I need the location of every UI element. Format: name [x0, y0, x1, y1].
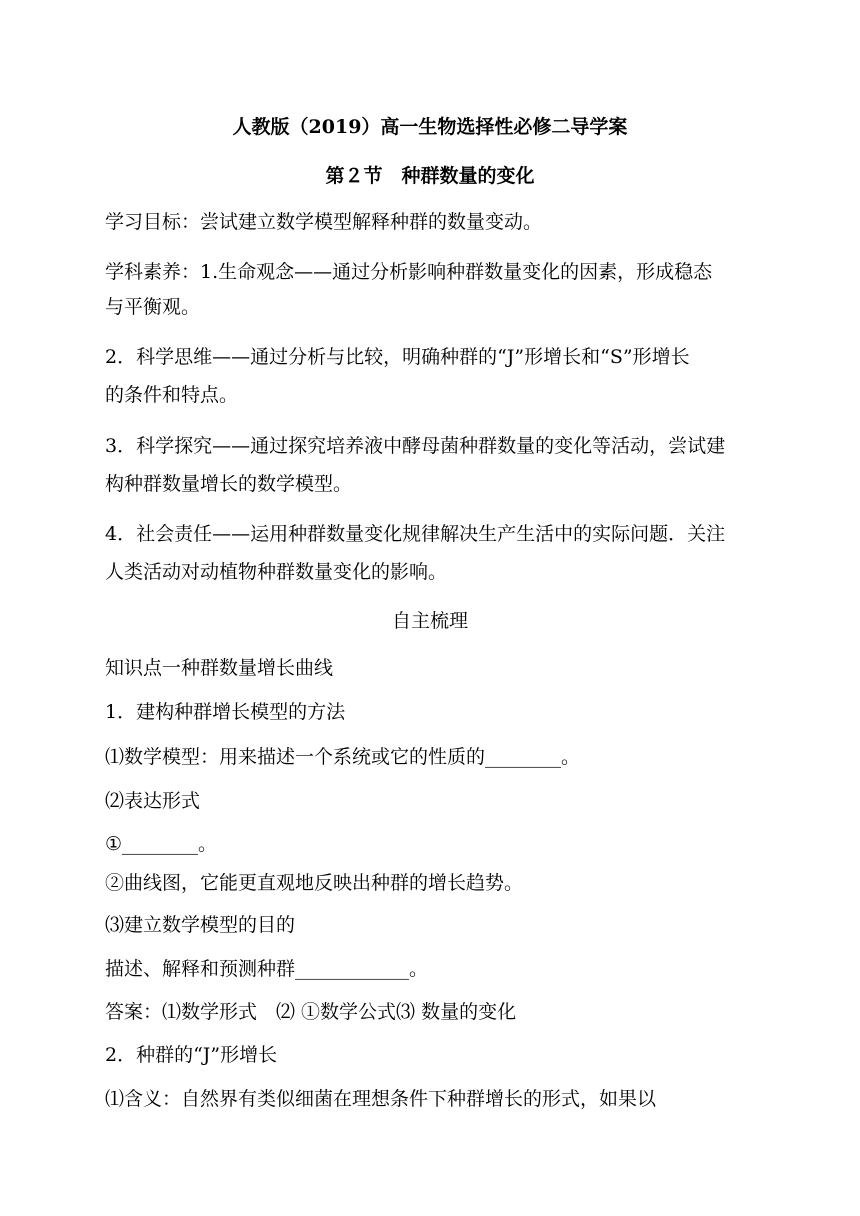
item-1: 1．建构种群增长模型的方法: [105, 701, 346, 723]
item-2-1: ⑴含义：自然界有类似细菌在理想条件下种群增长的形式，如果以: [105, 1088, 657, 1110]
literacy-4-line-1: 4．社会责任——运用种群数量变化规律解决生产生活中的实际问题．关注: [105, 523, 726, 545]
answer-line: 答案：⑴数学形式 ⑵ ①数学公式⑶ 数量的变化: [105, 1001, 517, 1023]
literacy-4-line-2: 人类活动对动植物种群数量变化的影响。: [105, 561, 448, 583]
item-1-3: ⑶建立数学模型的目的: [105, 914, 296, 936]
item-1-3-a: 描述、解释和预测种群____________。: [105, 958, 429, 980]
item-1-2: ⑵表达形式: [105, 790, 201, 812]
literacy-1-line-1: 学科素养：1.生命观念——通过分析影响种群数量变化的因素，形成稳态: [105, 261, 713, 283]
literacy-3-line-2: 构种群数量增长的数学模型。: [105, 473, 353, 495]
item-1-2-b: ②曲线图，它能更直观地反映出种群的增长趋势。: [105, 872, 524, 894]
literacy-3-line-1: 3．科学探究——通过探究培养液中酵母菌种群数量的变化等活动，尝试建: [105, 435, 726, 457]
learning-goal: 学习目标：尝试建立数学模型解释种群的数量变动。: [105, 211, 543, 233]
item-1-1: ⑴数学模型：用来描述一个系统或它的性质的________。: [105, 746, 581, 768]
literacy-2-line-1: 2．科学思维——通过分析与比较，明确种群的“J”形增长和“S”形增长: [105, 346, 690, 368]
section-title: 第２节 种群数量的变化: [325, 165, 535, 187]
literacy-2-line-2: 的条件和特点。: [105, 384, 239, 406]
item-2: 2．种群的“J”形增长: [105, 1044, 278, 1066]
literacy-1-line-2: 与平衡观。: [105, 296, 201, 318]
document-title: 人教版（2019）高一生物选择性必修二导学案: [232, 116, 628, 138]
item-1-2-a: ①________。: [105, 833, 218, 855]
knowledge-point-1: 知识点一种群数量增长曲线: [105, 657, 334, 679]
self-study-heading: 自主梳理: [391, 610, 468, 632]
